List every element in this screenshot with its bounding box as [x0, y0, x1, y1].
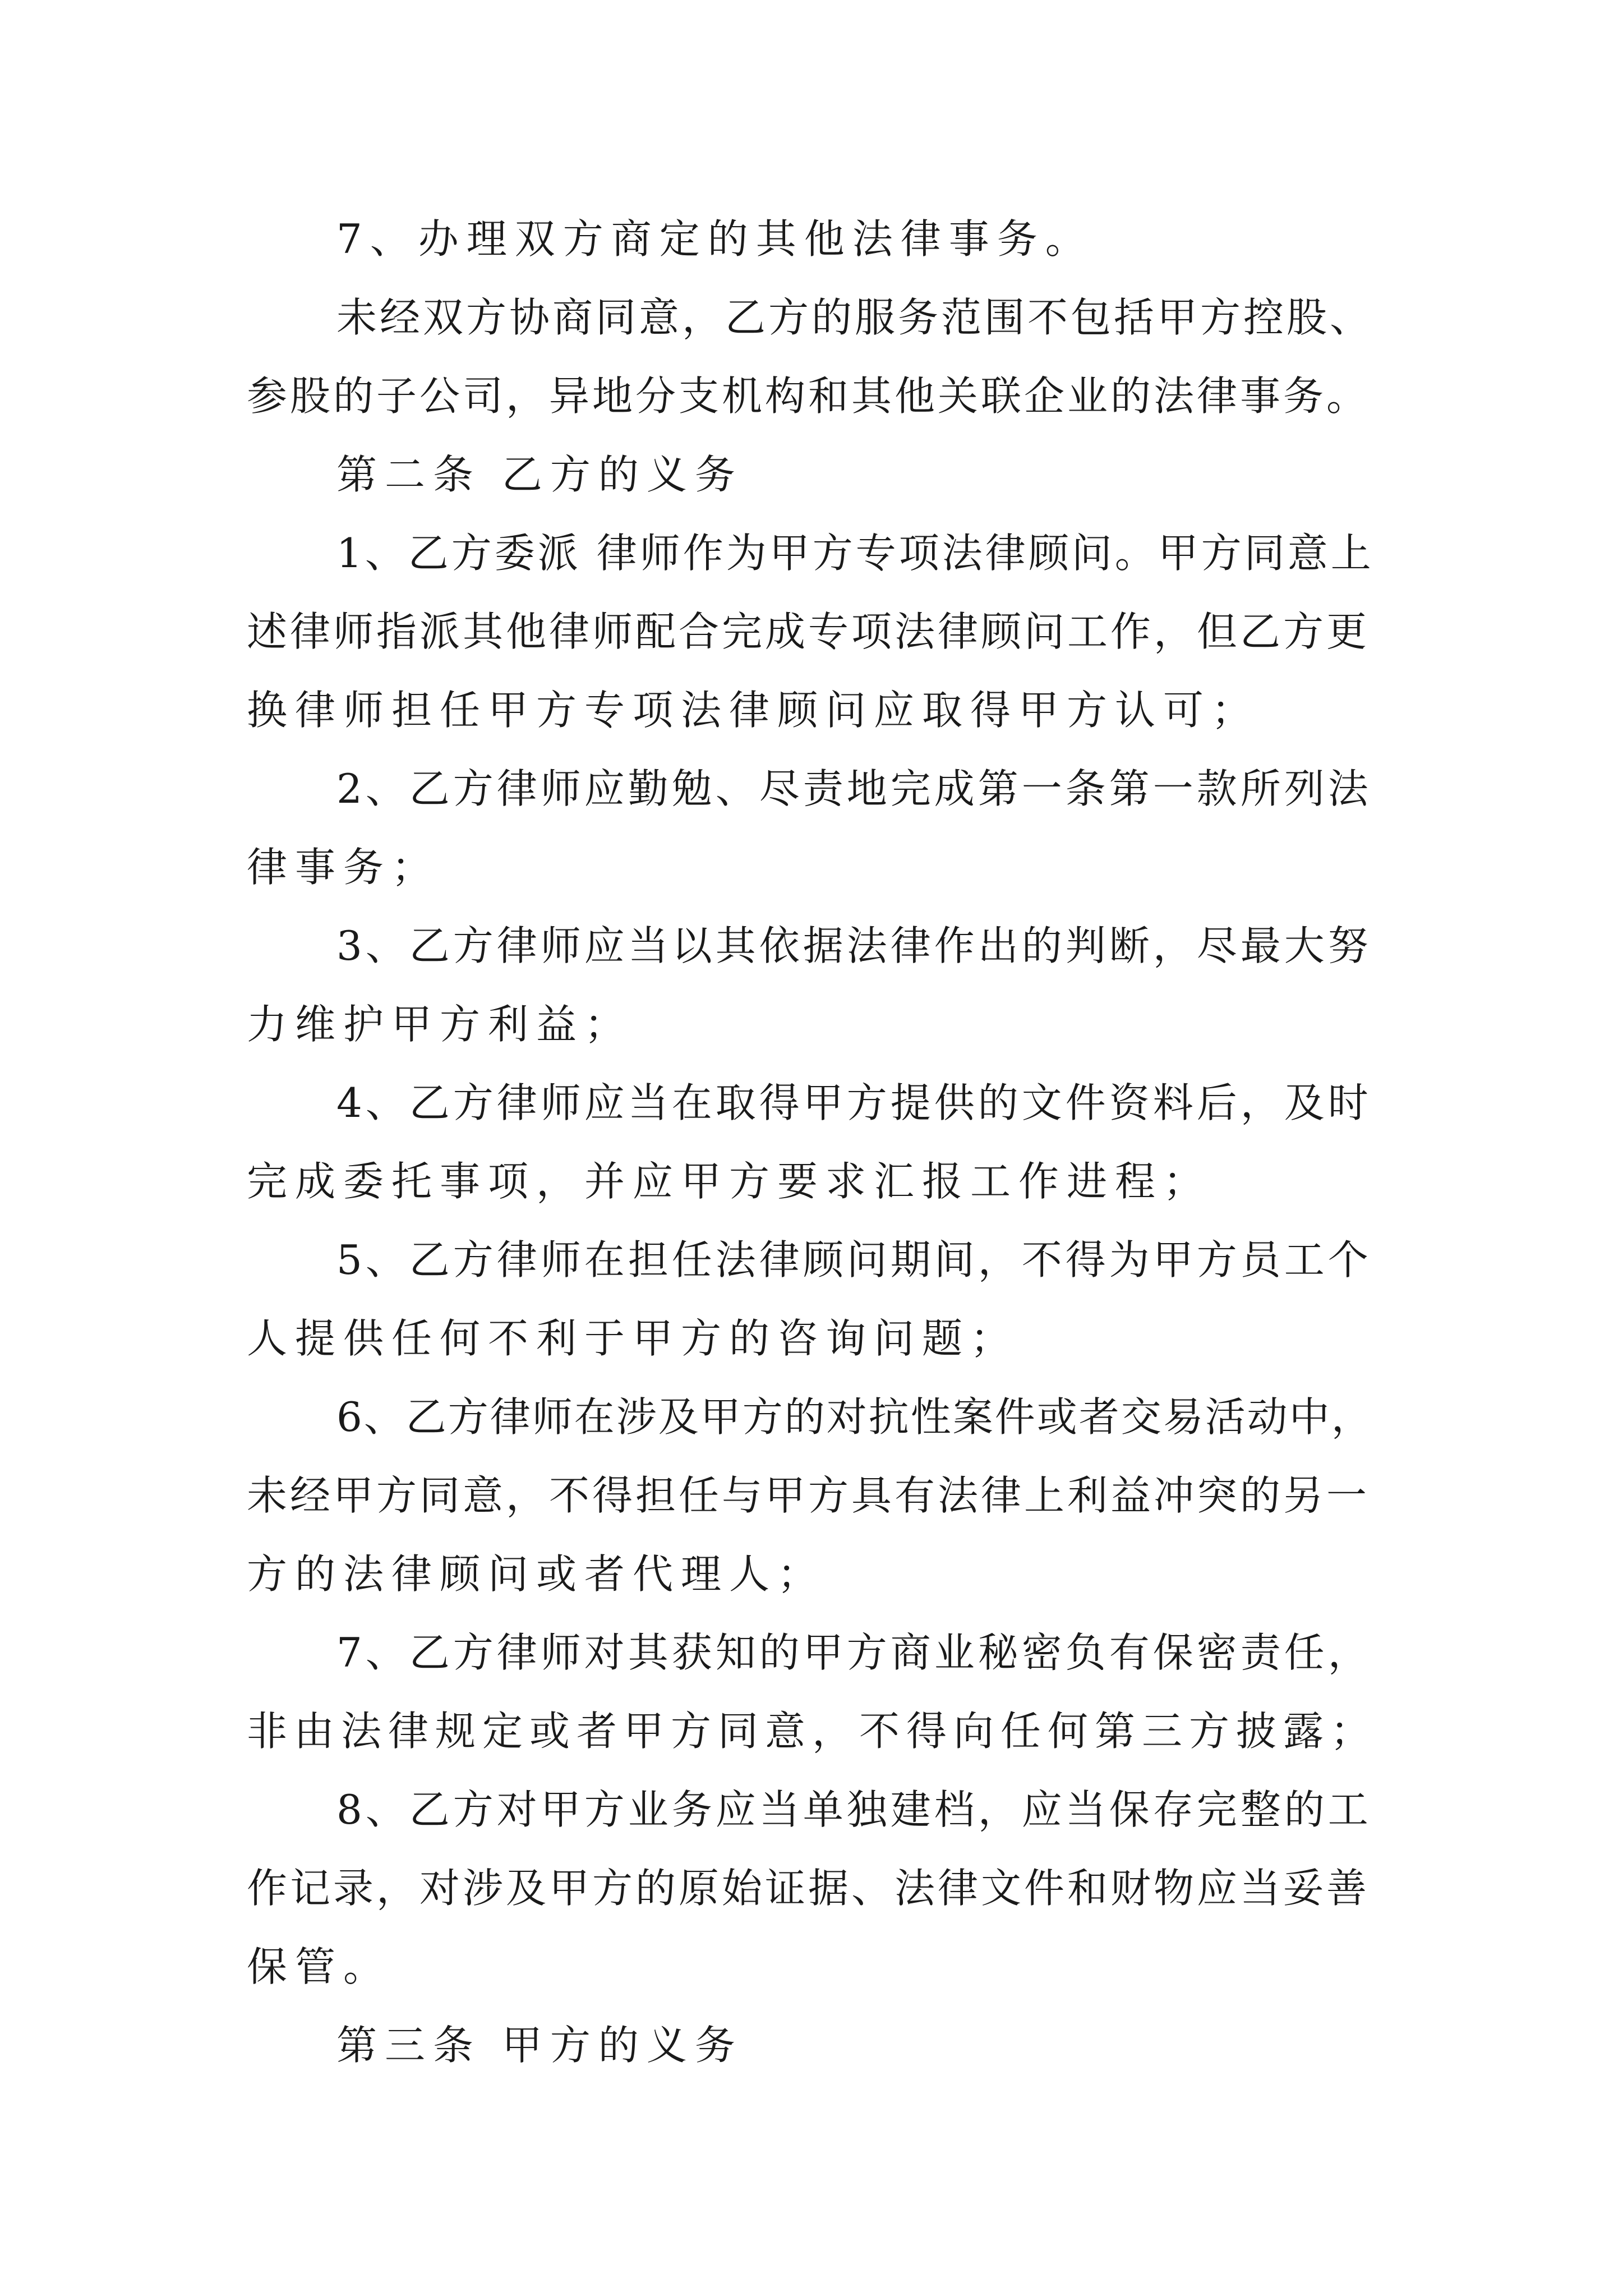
text-line: 保管。	[247, 1943, 392, 1990]
section-heading: 第二条 乙方的义务	[336, 451, 743, 498]
text-line: 述律师指派其他律师配合完成专项法律顾问工作，但乙方更	[247, 608, 1370, 655]
text-line: 人提供任何不利于甲方的咨询问题；	[247, 1315, 1019, 1362]
text-line: 完成委托事项，并应甲方要求汇报工作进程；	[247, 1158, 1212, 1205]
text-line: 未经双方协商同意，乙方的服务范围不包括甲方控股、	[336, 294, 1373, 341]
text-line: 4、乙方律师应当在取得甲方提供的文件资料后，及时	[336, 1079, 1372, 1126]
text-line: 5、乙方律师在担任法律顾问期间，不得为甲方员工个	[336, 1236, 1372, 1283]
text-line: 作记录，对涉及甲方的原始证据、法律文件和财物应当妥善	[247, 1865, 1370, 1912]
section-heading: 第三条 甲方的义务	[336, 2022, 743, 2069]
text-line: 8、乙方对甲方业务应当单独建档，应当保存完整的工	[336, 1786, 1372, 1833]
text-line: 换律师担任甲方专项法律顾问应取得甲方认可；	[247, 687, 1260, 734]
text-line: 7、办理双方商定的其他法律事务。	[336, 215, 1094, 263]
text-line: 力维护甲方利益；	[247, 1001, 633, 1048]
text-line: 1、乙方委派 律师作为甲方专项法律顾问。甲方同意上	[336, 530, 1374, 577]
text-line: 参股的子公司，异地分支机构和其他关联企业的法律事务。	[247, 372, 1370, 420]
text-line: 6、乙方律师在涉及甲方的对抗性案件或者交易活动中，	[336, 1393, 1373, 1441]
text-line: 7、乙方律师对其获知的甲方商业秘密负有保密责任，	[336, 1629, 1372, 1676]
text-line: 方的法律顾问或者代理人；	[247, 1550, 826, 1598]
text-line: 3、乙方律师应当以其依据法律作出的判断，尽最大努	[336, 922, 1372, 969]
text-line: 2、乙方律师应勤勉、尽责地完成第一条第一款所列法	[336, 765, 1372, 812]
text-line: 律事务；	[247, 844, 440, 891]
text-line: 未经甲方同意，不得担任与甲方具有法律上利益冲突的另一	[247, 1472, 1370, 1519]
text-line: 非由法律规定或者甲方同意，不得向任何第三方披露；	[247, 1708, 1378, 1755]
